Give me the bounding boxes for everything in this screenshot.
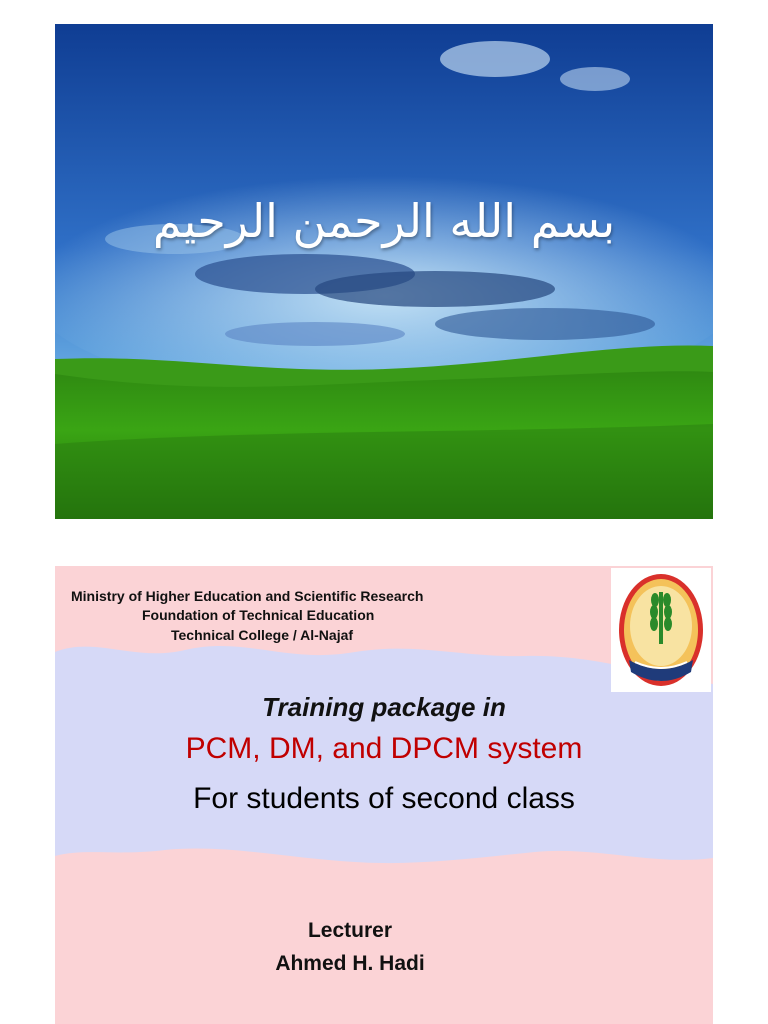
basmala-text: بسم الله الرحمن الرحيم [152,194,616,248]
heading-line-1: Training package in [262,692,506,722]
cover-slide [55,24,713,519]
lecturer-label: Lecturer [307,919,393,942]
college-emblem-icon [611,568,711,692]
college-logo [611,568,711,692]
heading-line-2: PCM, DM, and DPCM system [185,732,583,765]
landscape-image [55,24,713,519]
institution-line-2: Foundation of Technical Education [142,607,375,623]
heading-line-3: For students of second class [193,782,575,815]
institution-line-1: Ministry of Higher Education and Scientific Research [71,588,424,604]
title-slide [55,566,713,1024]
lecturer-name: Ahmed H. Hadi [275,952,425,975]
institution-line-3: Technical College / Al-Najaf [171,627,354,643]
